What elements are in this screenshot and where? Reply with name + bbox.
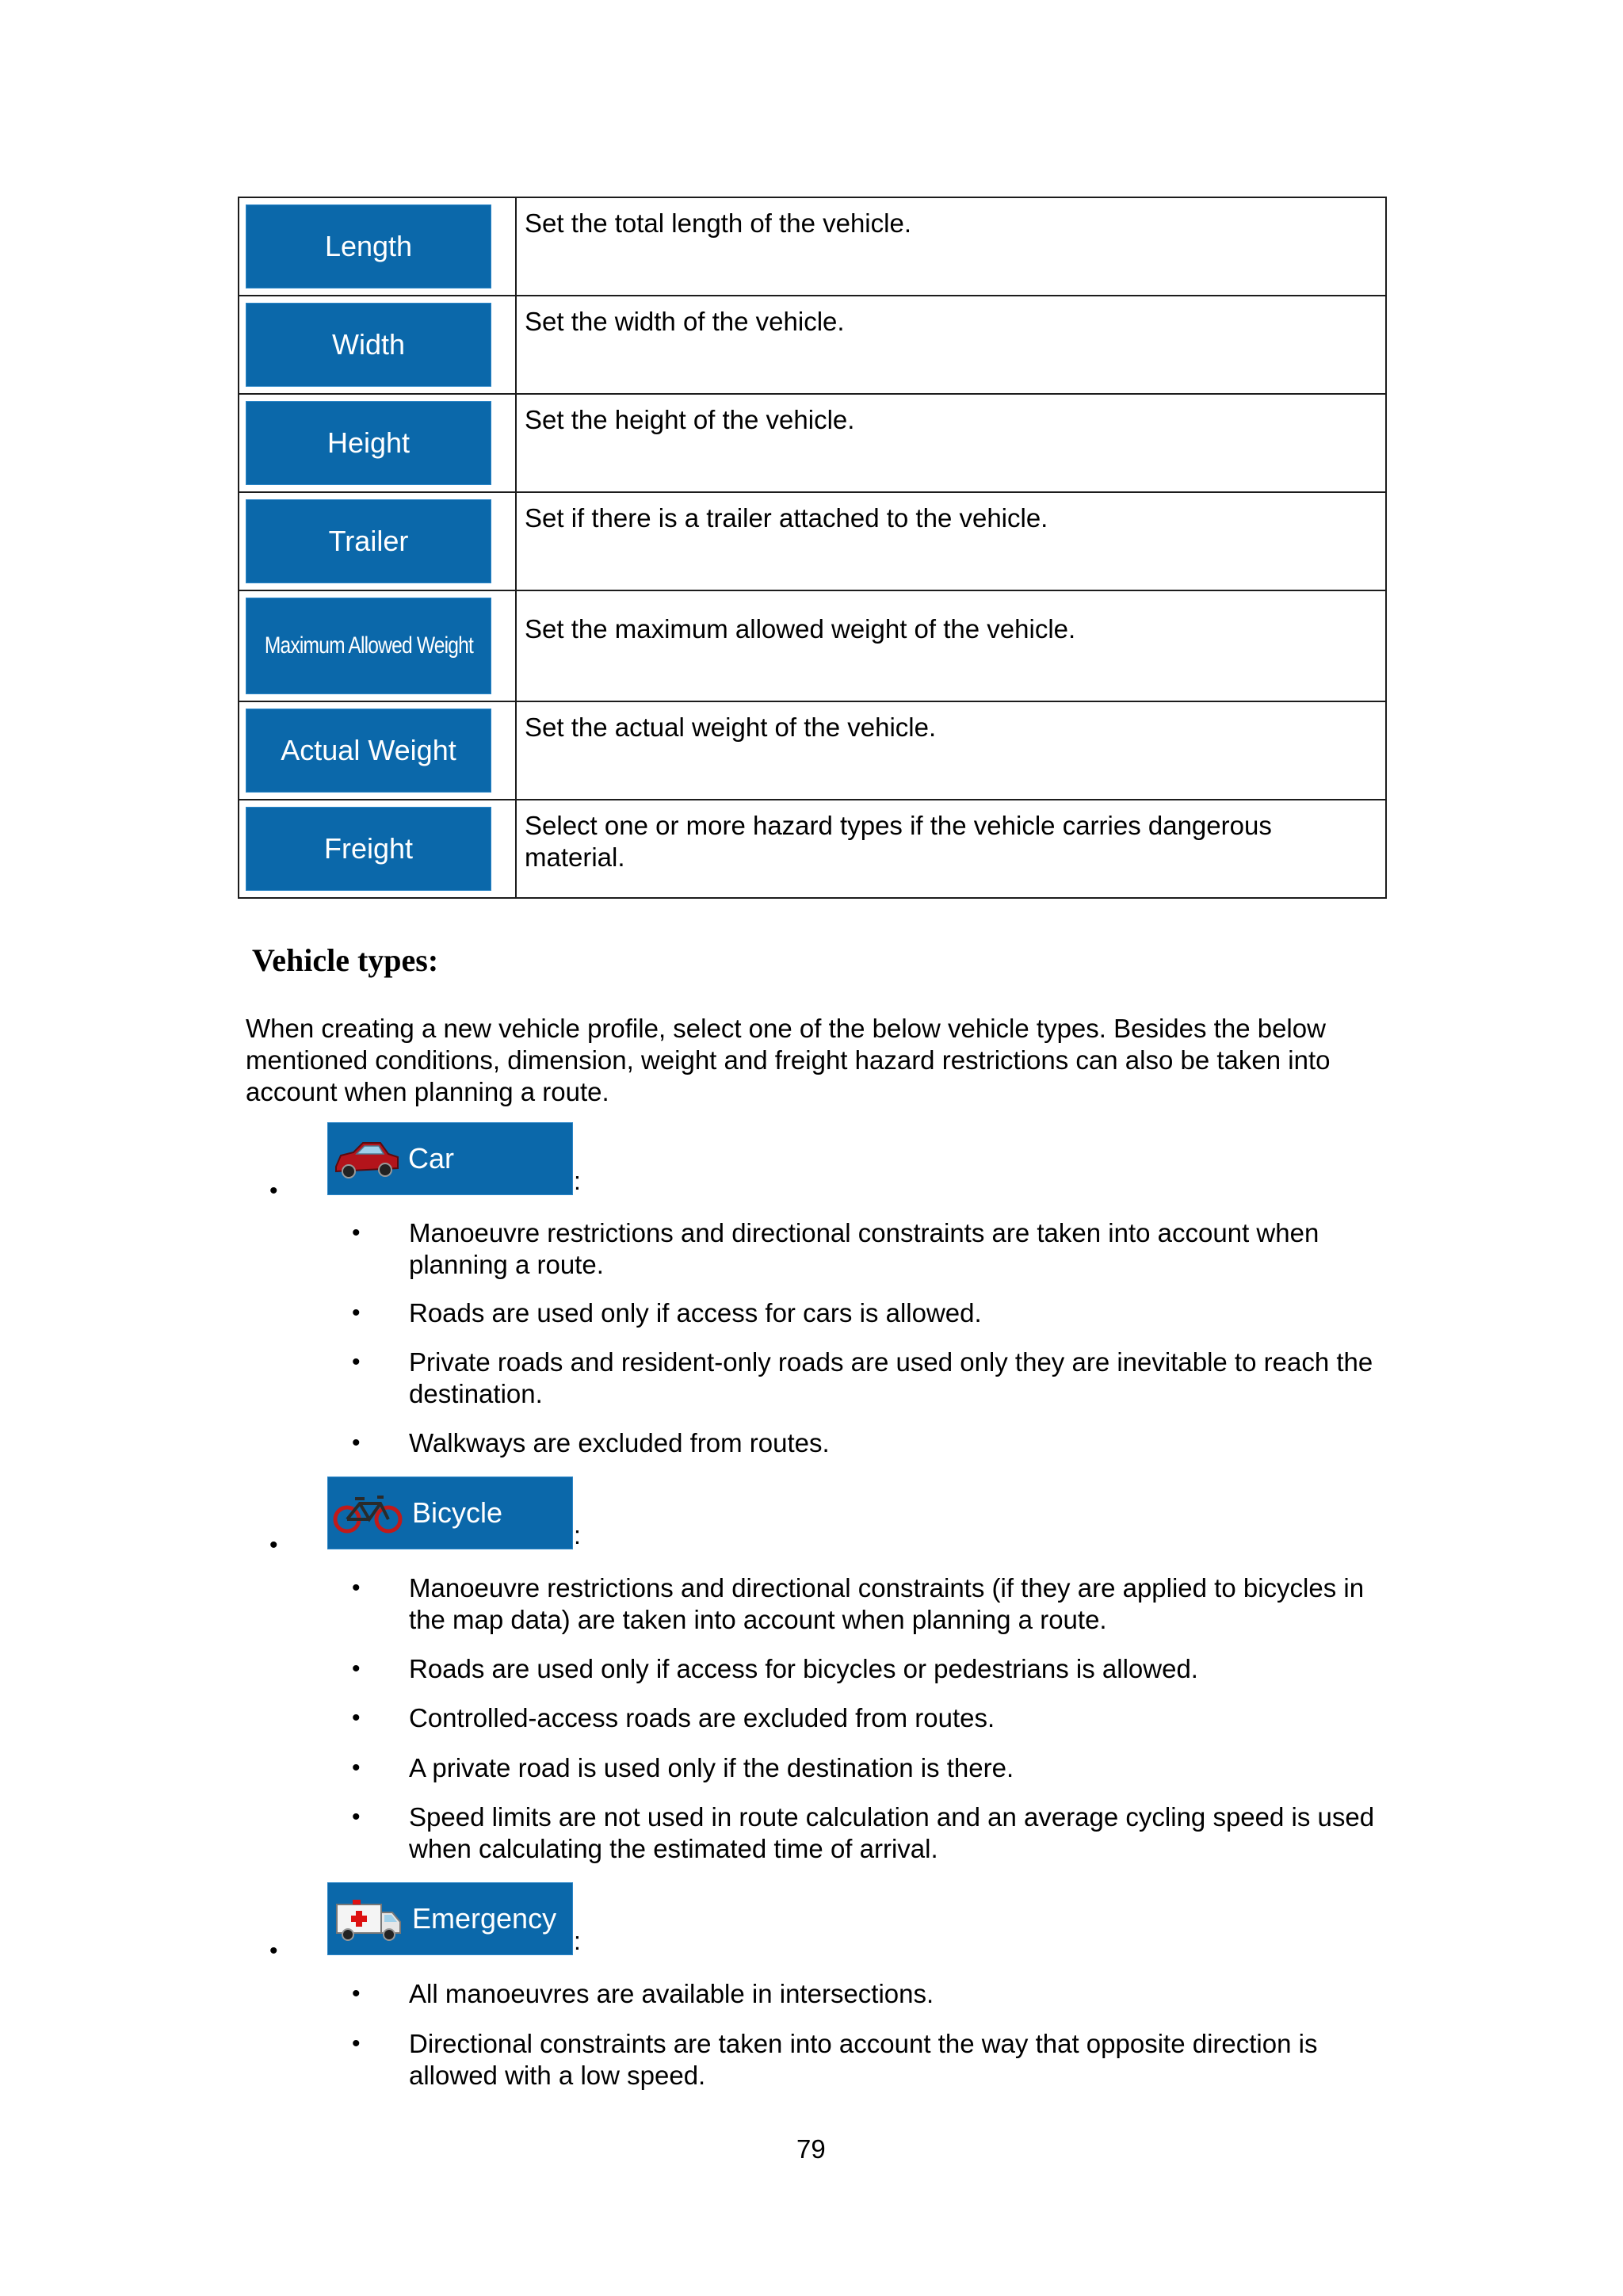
freight-button[interactable]: Freight: [246, 807, 491, 891]
option-description: Set if there is a trailer attached to the vehicle.: [516, 492, 1386, 590]
car-icon: [328, 1131, 403, 1186]
bicycle-button-label: Bicycle: [412, 1496, 503, 1529]
car-button[interactable]: [327, 1122, 573, 1195]
bullet: •: [352, 1349, 361, 1375]
list-item: • Directional constraints are taken into account the way that opposite direction is allowed with a low speed.: [352, 2029, 1318, 2090]
height-button[interactable]: Height: [246, 401, 491, 485]
table-row: [239, 296, 1386, 394]
table-row: [239, 197, 1386, 296]
page-number: 79: [796, 2134, 826, 2164]
bullet: •: [352, 1220, 361, 1246]
vehicle-options-table: [238, 197, 1387, 899]
list-item: • Manoeuvre restrictions and directional constraints (if they are applied to bicycles in the map data) are taken into account when planning a route.: [352, 1573, 1365, 1634]
list-item: • Walkways are excluded from routes.: [352, 1428, 830, 1457]
colon: :: [574, 1927, 581, 1955]
bicycle-button[interactable]: [327, 1477, 573, 1549]
option-description: Set the height of the vehicle.: [516, 394, 1386, 492]
list-item: • Speed limits are not used in route calculation and an average cycling speed is used when calculating the estimated time of arrival.: [352, 1802, 1375, 1863]
car-button-label: Car: [408, 1142, 455, 1175]
bullet: •: [352, 1656, 361, 1682]
list-item: • Manoeuvre restrictions and directional constraints are taken into account when planning a route.: [352, 1218, 1319, 1279]
list-item: • Roads are used only if access for cars is allowed.: [352, 1298, 982, 1328]
bullet: •: [352, 1575, 361, 1601]
colon: :: [574, 1167, 581, 1195]
bullet: •: [352, 2030, 361, 2057]
table-row: [239, 492, 1386, 590]
section-title: Vehicle types:: [252, 942, 439, 978]
list-item: • Controlled-access roads are excluded from routes.: [352, 1703, 995, 1733]
option-description: Set the maximum allowed weight of the vehicle.: [516, 590, 1386, 701]
width-button[interactable]: Width: [246, 303, 491, 387]
table-row: [239, 590, 1386, 701]
option-description: Set the actual weight of the vehicle.: [516, 701, 1386, 800]
bicycle-icon: [328, 1485, 407, 1541]
bullet: •: [352, 1705, 361, 1731]
option-description: Set the total length of the vehicle.: [516, 197, 1386, 296]
bullet: •: [269, 1178, 278, 1204]
bullet: •: [352, 1804, 361, 1830]
list-item: • A private road is used only if the destination is there.: [352, 1753, 1014, 1782]
bullet: •: [269, 1532, 278, 1558]
emergency-button[interactable]: [327, 1882, 573, 1955]
actual-weight-button[interactable]: Actual Weight: [246, 709, 491, 793]
maximum-allowed-weight-button[interactable]: Maximum Allowed Weight: [246, 598, 491, 694]
list-item: • Roads are used only if access for bicycles or pedestrians is allowed.: [352, 1654, 1198, 1683]
bullet: •: [269, 1938, 278, 1964]
trailer-button[interactable]: Trailer: [246, 499, 491, 583]
bullet: •: [352, 1300, 361, 1326]
bullet: •: [352, 1981, 361, 2007]
option-description: Select one or more hazard types if the vehicle carries dangerous material.: [516, 800, 1386, 898]
list-item: • All manoeuvres are available in intersections.: [352, 1979, 934, 2008]
table-row: [239, 701, 1386, 800]
table-row: [239, 394, 1386, 492]
emergency-button-label: Emergency: [412, 1902, 557, 1935]
bullet: •: [352, 1430, 361, 1456]
intro-paragraph: When creating a new vehicle profile, select one of the below vehicle types. Besides the below mentioned conditions, dimension, weight and freight hazard restrictions can also be taken into account when planning a route.: [246, 1014, 1331, 1106]
ambulance-icon: [328, 1891, 407, 1946]
bullet: •: [352, 1755, 361, 1781]
list-item: • Private roads and resident-only roads are used only they are inevitable to reach the destination.: [352, 1347, 1373, 1408]
colon: :: [574, 1521, 581, 1549]
length-button[interactable]: Length: [246, 204, 491, 288]
table-row: [239, 800, 1386, 898]
option-description: Set the width of the vehicle.: [516, 296, 1386, 394]
